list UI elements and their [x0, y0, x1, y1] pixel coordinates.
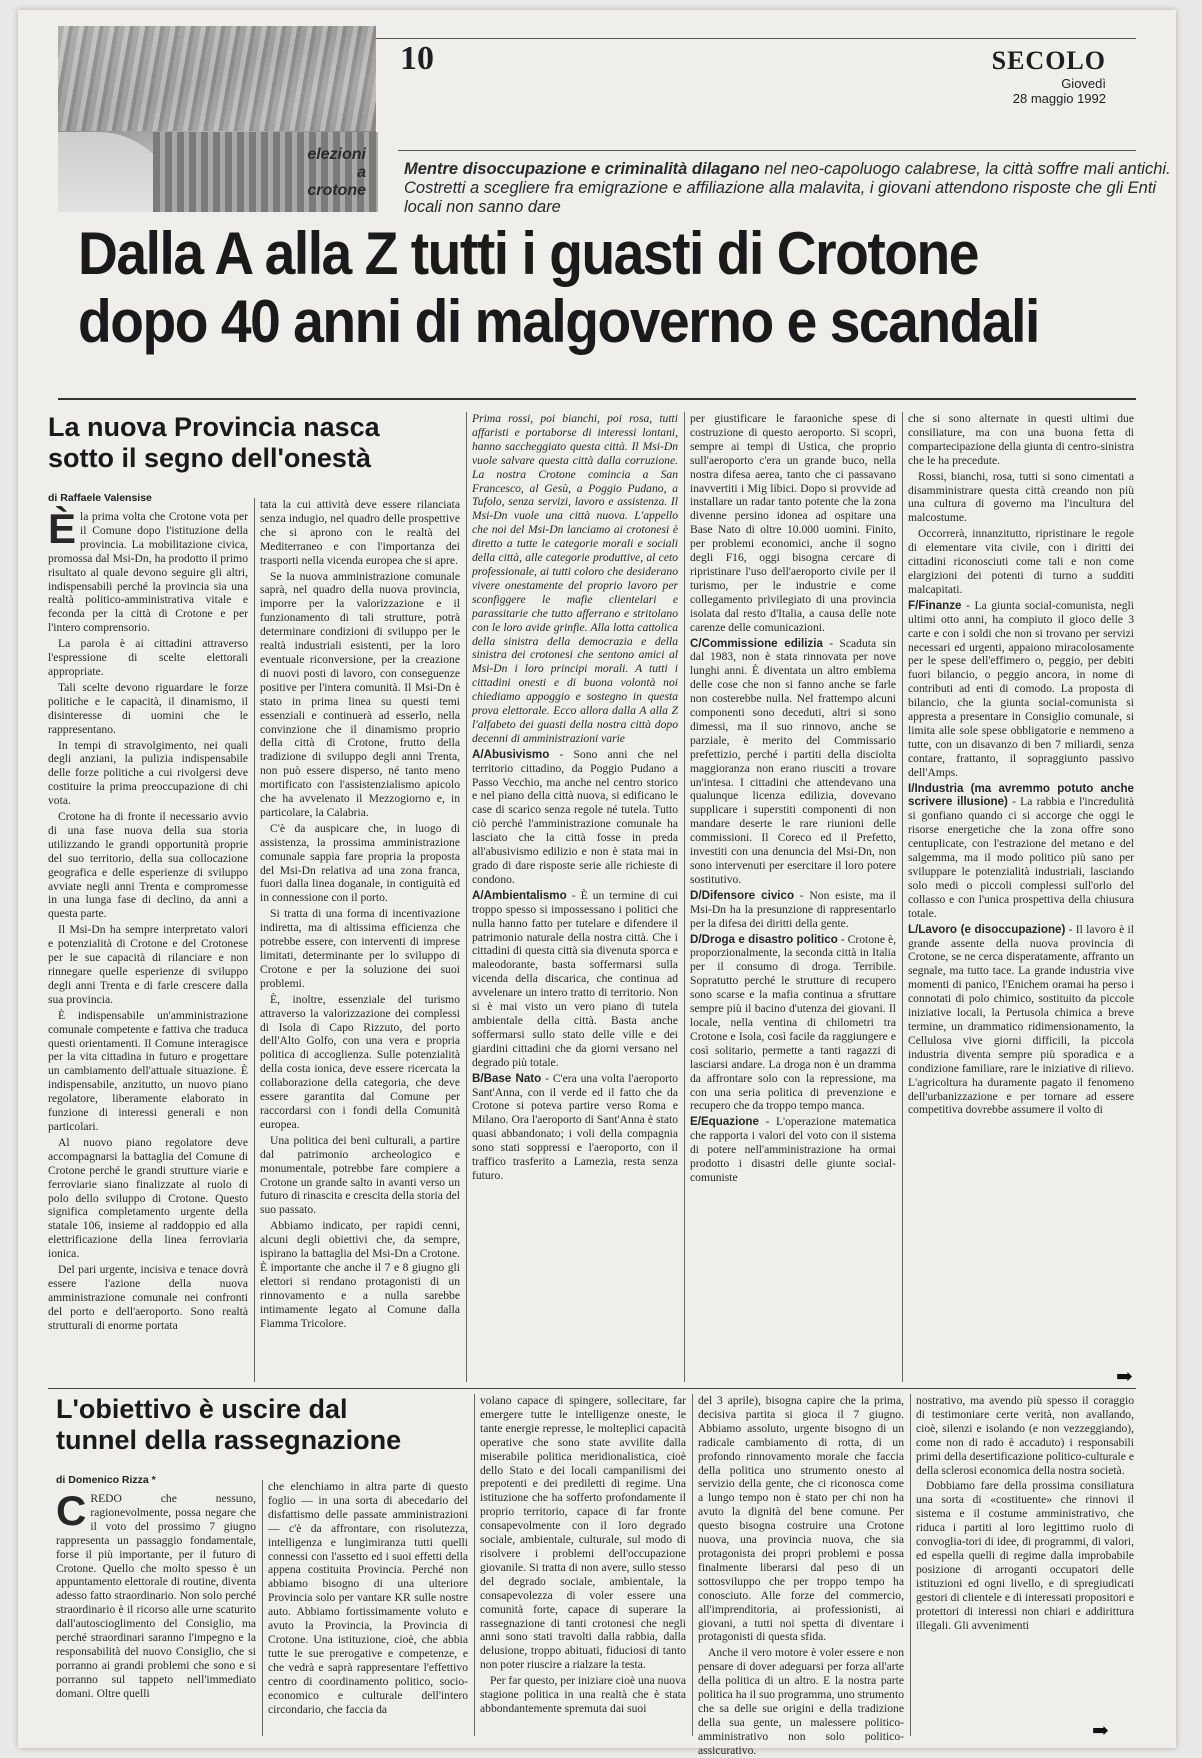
deck-rule — [398, 150, 1136, 151]
page-number: 10 — [400, 40, 434, 77]
drop-cap: È — [48, 505, 77, 552]
newspaper-page — [18, 10, 1176, 1757]
paragraph: È indispensabile un'amministrazione comunale competente e fattiva che traduca questi orientamenti. Il Comune interagisce per la vita cittadina in futuro e progettare un cambiamento dell'attuale situazione. È indispensabile, anzitutto, un nuovo piano regolatore, liberamente elaborato in funzione di interessi generali e non particolari. — [48, 1008, 248, 1133]
entry-text: - L'operazione matematica che rapporta i valori del voto con il sistema di potere nell'amministrazione ha ormai prodotto i disastri delle giunte social-comuniste — [690, 1115, 896, 1184]
paragraph: Anche il vero motore è voler essere e non pensare di dover adeguarsi per forza all'arte della politica di un altro. E la nostra parte politica ha il suo programma, uno strumento che sa delle sue origini e della tradizione della sua gente, un malessere politico-amministrativo non solo politico-assicurativo. — [698, 1646, 904, 1757]
alphabet-entry — [690, 889, 896, 931]
entry-head: L/Lavoro (e disoccupazione) — [908, 922, 1066, 936]
paragraph: Una politica dei beni culturali, a partire dal patrimonio archeologico e monumentale, potrebbe fare compiere a Crotone un grande salto in avanti verso un futuro di rinascita e crescita della storia del suo passato. — [260, 1133, 460, 1217]
photo-tag-line: elezioni — [307, 146, 366, 163]
entry-text: - Il lavoro è il grande assente della nuova provincia di Crotone, se ne cerca disperatamente, affranto un segnale, ma tutto tace. La grande industria vive momenti di panico, l'Enichem oramai ha perso i connotati di polo chimico, sostituito da piccole iniziative locali, la Pertusola chimica a breve termine, un drammatico ridimensionamento, la Cellulosa vive giorni difficili, la piccola industria diventa sempre più sporadica e a condizione familiare, rare le iniziative di rilievo. L'agricoltura ha duramente pagato il fenomeno dell'urbanizzazione e per tornare ad essere competitiva dovrebbe assumere il volto di — [908, 922, 1134, 1117]
article1-column-2 — [260, 498, 460, 1382]
paragraph: che elenchiamo in altra parte di questo foglio — in una sorta di abecedario del disfattismo delle passate amministrazioni — c'è da affrontare, con risolutezza, intelligenza e lungimiranza tutti quelli connessi con l'assetto ed i suoi effetti della appena costituita Provincia. Perché non abbiamo bisogno di una ulteriore Provincia solo per vantare KR sulle nostre auto. Abbiamo fortissimamente voluto e avuto la Provincia, la Provincia di Crotone. Una istituzione, cioè, che abbia tutte le sue prerogative e competenze, e che vedrà e saprà rappresentare l'effettivo centro di coordinamento politico, socio-economico e culturale dell'intero circondario, che faccia da — [268, 1480, 468, 1716]
column-rule — [466, 412, 467, 1382]
paragraph: La parola è ai cittadini attraverso l'espressione di scelte elettorali appropriate. — [48, 637, 248, 678]
article2-byline: di Domenico Rizza * — [56, 1474, 156, 1486]
paragraph: Il Msi-Dn ha sempre interpretato valori e potenzialità di Crotone e del Crotonese per le sue capacità di rilanciare e non rinnegare quelle esperienze di sviluppo degli anni Trenta e di farle crescere dalla sua provincia. — [48, 923, 248, 1006]
entry-head: F/Finanze — [908, 598, 962, 612]
entry-head: D/Difensore civico — [690, 888, 795, 902]
entry-head: C/Commissione edilizia — [690, 636, 823, 650]
entry-text: - Sono anni che nel territorio cittadino, da Poggio Pudano a Passo Vecchio, ma anche nel centro storico e nel piano della città nuova, si edificano le case di scarico senza regole né tutela. Tutto ciò perché l'amministrazione comunale ha lasciato che la città fosse in preda all'abusivismo edilizio e non è stata mai in grado di dare risposte serie alle richieste di condono. — [472, 747, 678, 886]
column-rule — [254, 498, 255, 1382]
photo-hillside — [58, 26, 376, 131]
paragraph: Se la nuova amministrazione comunale saprà, nel quadro della nuova provincia, imporre per la valorizzazione e il funzionamento di tali strutture, potrà determinare condizioni di sviluppo per le realtà industriali esistenti, per la loro eventuale riconversione, per la creazione di nuovi posti di lavoro, con conseguenze positive per l'intera comunità. Il Msi-Dn è stato in prima linea su questi temi essenziali e continuerà ad esserlo, nella convinzione che il dinamismo proprio della città di Crotone, frutto della tradizione di sviluppo degli anni Trenta, non può essere disperso, né tanto meno mortificato con l'assistenzialismo apicolo che ha avvelenato il Mezzogiorno e, in particolare, la Calabria. — [260, 569, 460, 819]
continue-arrow-icon: ➡ — [1092, 1720, 1109, 1742]
entry-head: A/Abusivismo — [472, 747, 550, 761]
paragraph: Occorrerà, innanzitutto, ripristinare le regole di elementare vita civile, con i diritti dei cittadini riconosciuti come tali e non come elargizioni dei potenti di turno a sudditi malcapitati. — [908, 527, 1134, 596]
paragraph: che si sono alternate in questi ultimi due consiliature, ma con una buona fetta di compartecipazione della giunta di centro-sinistra che le ha precedute. — [908, 412, 1134, 467]
alphabet-entry — [472, 748, 678, 887]
paragraph: Crotone ha di fronte il necessario avvio di una fase nuova della sua storia utilizzando le grandi opportunità proprie del suo territorio, della sua collocazione geografica e delle esperienze di sviluppo avviate negli anni Trenta e compromesse in una lunga fase di declino, da anni a questa parte. — [48, 810, 248, 921]
article1-byline: di Raffaele Valensise — [48, 492, 152, 504]
article1-title-line: La nuova Provincia nasca — [48, 412, 380, 442]
paragraph: tata la cui attività deve essere rilanciata senza indugio, nel quadro delle prospettive che si aprono con le realtà del Mediterraneo e con l'importanza dei trasporti nella vicenda europea che si apre. — [260, 498, 460, 567]
deck-bold: Mentre disoccupazione e criminalità dilagano — [404, 160, 760, 178]
paragraph: nostrativo, ma avendo più spesso il coraggio di testimoniare certe verità, non avallando, cioè, silenzi e isolando (e non vezzeggiando), come non di rado è accaduto) i responsabili primi della desertificazione politico-culturale e della sclerosi economica della nostra società. — [916, 1394, 1134, 1477]
column-rule — [902, 412, 903, 1382]
paragraph: Tali scelte devono riguardare le forze politiche e le capacità, il dinamismo, il disinteresse di uomini che le rappresentano. — [48, 680, 248, 736]
entry-head: A/Ambientalismo — [472, 888, 567, 902]
article1-title — [48, 412, 418, 474]
article-separator — [48, 1388, 1136, 1389]
paragraph: Dobbiamo fare della prossima consiliatura una sorta di «costituente» che rinnovi il sistema e il costume amministrativo, che riduca i partiti al loro legittimo ruolo di convoglia-tori di idee, di programmi, di valori, ed espella quelli di regime dalla improbabile posizione di arroganti occupatori delle istituzioni ed ogni livello, e di spregiudicati gestori di clientele e di interessati propositori e protettori di interessi non chiari e addirittura illegali. Gli avvenimenti — [916, 1479, 1134, 1632]
entry-text: - È un termine di cui troppo spesso si impossessano i politici che nulla hanno fatto per tutelare e difendere il patrimonio naturale della nostra città. Che i cittadini di questa città sia divenuta sporca e maleodorante, basta soffermarsi sulla vicenda della discarica, che continua ad avvelenare un intero tratto di territorio. Non si è mai visto un vero piano di tutela ambientale della città. Basta anche soffermarsi sullo stato delle ville e dei giardini cittadini che da giorni versano nel degrado più totale. — [472, 888, 678, 1069]
column-rule — [684, 412, 685, 1382]
headline-line: Dalla A alla Z tutti i guasti di Crotone — [78, 220, 979, 287]
photo-tag — [307, 146, 366, 200]
alphabet-entry — [908, 782, 1134, 921]
entry-text: - La giunta social-comunista, negli ultimi otto anni, ha compiuto il gioco delle 3 carte e con i soldi che non si trovano per servizi necessari ed urgenti, appaiono miracolosamente per le spese dell'effimero o, peggio, per debiti fuori bilancio, o peggio ancora, in nome di contributi ad enti di comodo. La proposta di bilancio, che la giunta social-comunista si appresta a presentare in Consiglio comunale, si limita alle sole spese obbligatorie e nemmeno a tutte, con un disavanzo di ben 7 miliardi, senza contare, frattanto, il sopraggiunto passivo dell'Amps. — [908, 598, 1134, 779]
entry-text: - La rabbia e l'incredulità si gonfiano quando ci si accorge che oggi le risorse energetiche che la zona offre sono centuplicate, con l'estrazione del metano e del salgemma, ma il modo politico più sano per sviluppare le potenzialità industriali, lasciando solo medi o piccoli complessi sull'orlo del collasso e con l'unica prospettiva della chiusura totale. — [908, 795, 1135, 920]
paragraph: Rossi, bianchi, rosa, tutti si sono cimentati a disamministrare questa città creando non più una cultura di governo ma l'incultura del malcostume. — [908, 469, 1134, 525]
paragraph: la prima volta che Crotone vota per il Comune dopo l'istituzione della provincia. La mobilitazione civica, promossa dal Msi-Dn, ha prodotto il primo risultato al quale devono seguire gli altri, indispensabili perché la provincia sia una realtà politico-amministrativa vitale e feconda per la città di Crotone e per l'intero comprensorio. — [48, 510, 248, 635]
paragraph: Per far questo, per iniziare cioè una nuova stagione politica in una realtà che è stata abbondantemente spremuta dai suoi — [480, 1674, 686, 1715]
drop-cap: C — [56, 1487, 87, 1534]
entry-text: - Non esiste, ma il Msi-Dn ha la presunzione di rappresentarlo per la difesa dei diritti della gente. — [690, 888, 896, 930]
alphabet-entry — [690, 933, 896, 1114]
paragraph: del 3 aprile), bisogna capire che la prima, decisiva partita si gioca il 7 giugno. Abbiamo assoluto, urgente bisogno di un radicale cambiamento di rotta, di un profondo rinnovamento morale che faccia della politica uno strumento onesto al servizio della gente, che ci riconosca come a lungo tempo non è stato per chi non ha avuto la dignità del bene comune. Per questo bisogna costruire una Crotone nuova, una provincia nuova, che sia protagonista dei propri problemi e possa finalmente liberarsi dal peso di un sottosviluppo che per troppo tempo ha conosciuto. Alle forze del commercio, all'imprenditoria, ai professionisti, ai giovani, a tutti noi spetta di diventare i protagonisti di questa sfida. — [698, 1394, 904, 1644]
paragraph: REDO che nessuno, ragionevolmente, possa negare che il voto del prossimo 7 giugno rappresenta un passaggio fondamentale, forse il più importante, per il futuro di Crotone. Quello che molto spesso è un appuntamento elettorale di routine, diventa adesso fatto straordinario. Non solo perché straordinario è il ricorso alle urne scaturito dall'autoscioglimento del Consiglio, ma perché straordinari saranno l'impegno e la responsabilità del nuovo Consiglio, che si porranno ai grandi problemi che sono e si porranno sul tappeto nell'immediato domani. Oltre quelli — [56, 1492, 256, 1700]
alphabet-entry — [472, 889, 678, 1070]
alphabet-entry — [472, 1072, 678, 1183]
paragraph: Prima rossi, poi bianchi, poi rosa, tutti affaristi e portaborse di interessi lontani, hanno saccheggiato questa città. Il Msi-Dn vuole salvare questa città dalla corruzione. La nostra Crotone comincia a San Francesco, al Gesù, a Poggio Pudano, a Tufolo, senza servizi, lavoro e assistenza. Il Msi-Dn vuole una città nuova. L'appello che noi del Msi-Dn lanciamo ai crotonesi è diretto a tutte le categorie morali e sociali della città, alle categorie produttive, al ceto professionale, ai tutti coloro che desiderano vivere onestamente del proprio lavoro per sconfiggere le mafie clientelari e parassitarie che tutto afferrano e stritolano con le loro avide grinfie. Alla lotta cattolica della sinistra della democrazia e della sinistra dei crotonesi che sentono amici al Msi-Dn i loro principi morali. A tutti i cittadini onesti e di buona volontà noi chiediamo appoggio e sostegno in questa prova elettorale. Ecco allora dalla A alla Z l'alfabeto dei guasti della nostra città dopo decenni di amministrazioni varie — [472, 412, 678, 745]
column-rule — [692, 1394, 693, 1736]
entry-head: D/Droga e disastro politico — [690, 932, 838, 946]
article1-column-3 — [472, 412, 678, 1382]
deck — [404, 160, 1174, 217]
headline-rule — [58, 398, 1136, 400]
entry-head: B/Base Nato — [472, 1071, 542, 1085]
entry-text: - Crotone è, proporzionalmente, la seconda città in Italia per il consumo di droga. Terribile. Sopratutto perché le strutture di recupero sono scarse e la mafia continua a sfruttare sempre più il bacino d'utenza dei giovani. Il locale, nella ventina di chilometri tra Crotone e Isola, così facile da raggiungere e così solitario, permette a tanti ragazzi di lasciarsi andare. La droga non è un dramma da affrontare solo con la repressione, ma con una seria politica di prevenzione e recupero che da troppo tempo manca. — [690, 932, 896, 1113]
column-rule — [474, 1394, 475, 1736]
entry-head: E/Equazione — [690, 1115, 759, 1129]
alphabet-entry — [908, 923, 1134, 1118]
paragraph: Al nuovo piano regolatore deve accompagnarsi la battaglia del Comune di Crotone perché le grandi strutture viarie e ferroviarie siano finalizzate al ruolo di polo dello sviluppo di Crotone. Questo significa completamento urgente della statale 106, insieme al raddoppio ed alla elettrificazione della linea ferroviaria ionica. — [48, 1135, 248, 1261]
article1-title-line: sotto il segno dell'onestà — [48, 443, 371, 473]
article1-column-5 — [908, 412, 1134, 1367]
article2-column-3 — [480, 1394, 686, 1736]
paragraph: È, inoltre, essenziale del turismo attraverso la valorizzazione dei complessi di Isola di Capo Rizzuto, del porto dell'Alto Golfo, con una vera e propria politica di accoglienza. Sulle potenzialità della costa ionica, deve essere ricercata la collaborazione della categoria, che deve essere garantita dal Comune per raccordarsi con i fondi della Comunità europea. — [260, 992, 460, 1131]
article2-column-1 — [56, 1487, 256, 1736]
column-rule — [262, 1480, 263, 1736]
column-rule — [910, 1394, 911, 1736]
alphabet-entry — [690, 1115, 896, 1185]
headline-line: dopo 40 anni di malgoverno e scandali — [78, 288, 1039, 355]
alphabet-entry — [690, 637, 896, 887]
entry-head: I/Industria (ma avremmo potuto anche scrivere illusione) — [908, 781, 1134, 809]
main-headline — [78, 220, 1090, 356]
entry-text: - C'era una volta l'aeroporto Sant'Anna, con il verde ed il fatto che da Crotone si poteva partire verso Roma e Milano. Ora l'aeroporto di Sant'Anna è stato quasi abbandonato; i voli della compagnia sono stati soppressi e l'aeroporto, con il traffico trasferito a Lamezia, resta senza futuro. — [472, 1071, 678, 1182]
article2-title-line: L'obiettivo è uscire dal — [56, 1394, 348, 1424]
continue-arrow-icon: ➡ — [1116, 1366, 1133, 1388]
paragraph: Del pari urgente, incisiva e tenace dovrà essere l'azione della nuova amministrazione comunale nei confronti del porto e dell'aeroporto. Sono realtà strutturali di enorme portata — [48, 1263, 248, 1332]
article2-title-line: tunnel della rassegnazione — [56, 1425, 402, 1455]
photo-tag-line: a — [357, 164, 366, 181]
article1-column-1 — [48, 505, 248, 1382]
alphabet-entry — [908, 599, 1134, 780]
paragraph: In tempi di stravolgimento, nei quali degli anziani, la pulizia indispensabile delle forze politiche a cui rivolgersi deve costituire la prima preoccupazione di chi vota. — [48, 738, 248, 808]
crotone-photo — [58, 26, 376, 212]
article2-column-4 — [698, 1394, 904, 1757]
newspaper-name: SECOLO — [991, 46, 1106, 75]
deck-rest: nel neo-capoluogo calabrese, la città soffre mali antichi. Costretti a scegliere fra emigrazione e affiliazione alla malavita, i giovani attendono risposte che gli Enti locali non sanno dare — [404, 160, 1171, 216]
article2-column-2 — [268, 1480, 468, 1736]
paragraph: per giustificare le faraoniche spese di costruzione di questo aeroporto. Si scoprì, sempre ai tempi di Ustica, che proprio sull'aeroporto c'era un grande buco, nella nostra difesa aerea, tanto che ci passavano inavvertiti i Mig libici. Dopo si provvide ad installare un radar tanto potente che la zona divenne persino idonea ad ospitare una Base Nato di oltre 10.000 uomini. Finito, per problemi economici, anche il sogno degli F16, oggi bisogna cercare di ripristinare l'uso dell'aeroporto civile per il turismo, per le industrie e come collegamento privilegiato di una provincia isolata dal resto d'Italia, a causa delle note carenze delle comunicazioni. — [690, 412, 896, 634]
entry-text: - Scaduta sin dal 1983, non è stata rinnovata per nove lunghi anni. È diventata un altro emblema delle cose che non si fanno anche se farle non costerebbe nulla. Nel frattempo alcuni componenti sono deceduti, altri si sono dimessi, ma il suo rinnovo, anche se parziale, è merito del Commissario prefettizio, perché i partiti della disciolta maggioranza non erano riusciti a trovare un'intesa. I cittadini che attendevano una qualunque licenza edilizia, dovevano supplicare i superstiti componenti di non mandare deserte le rare riunioni delle commissioni. Il Coreco ed il Prefetto, investiti con una denuncia del Msi-Dn, non sono intervenuti per esercitare il loro potere sostitutivo. — [690, 636, 896, 886]
paragraph: C'è da auspicare che, in luogo di assistenza, la prossima amministrazione comunale sappia fare propria la proposta del Msi-Dn relativa ad una zona franca, fuori dalla linea doganale, in contiguità ed in connessione con il porto. — [260, 821, 460, 905]
photo-tag-line: crotone — [307, 182, 366, 199]
issue-day: Giovedì — [1061, 76, 1106, 91]
paragraph: Abbiamo indicato, per rapidi cenni, alcuni degli obiettivi che, da sempre, ispirano la battaglia del Msi-Dn a Crotone. È importante che anche il 7 e 8 giugno gli elettori si rendano protagonisti di un rinnovamento e a nulla sarebbe intimamente legato al Comune dalla Fiamma Tricolore. — [260, 1219, 460, 1330]
article2-column-5 — [916, 1394, 1134, 1720]
paragraph: Si tratta di una forma di incentivazione indiretta, ma di altissima efficienza che potrebbe essere, con interventi di imprese limitati, determinante per lo sviluppo di Crotone e per la soluzione dei suoi problemi. — [260, 907, 460, 990]
article1-column-4 — [690, 412, 896, 1382]
issue-date: 28 maggio 1992 — [1012, 91, 1106, 106]
masthead — [992, 46, 1106, 106]
article2-title — [56, 1394, 466, 1456]
paragraph: volano capace di spingere, sollecitare, far emergere tutte le intelligenze oneste, le tante energie represse, le molteplici capacità operative che sono state avvilite dalla miserabile politica meridionalistica, cioè dello Stato e dei locali campanilismi dei prepotenti e dei prediletti di regime. Una istituzione che ha sofferto profondamente il proprio territorio, capace di far fronte consapevolmente con il loro degrado sociale, ambientale, culturale, sul modo di risolvere i problemi dell'occupazione giovanile. Si tratta di non avere, sullo stesso del degrado sociale, ambientale, la consapevolezza di voler essere una comunità forte, capace di superare la rassegnazione di tanti crotonesi che negli anni sono stati travolti dalla rabbia, dalla delusione, troppo abituati, fiduciosi di tanto non poter riuscire a rialzare la testa. — [480, 1394, 686, 1672]
